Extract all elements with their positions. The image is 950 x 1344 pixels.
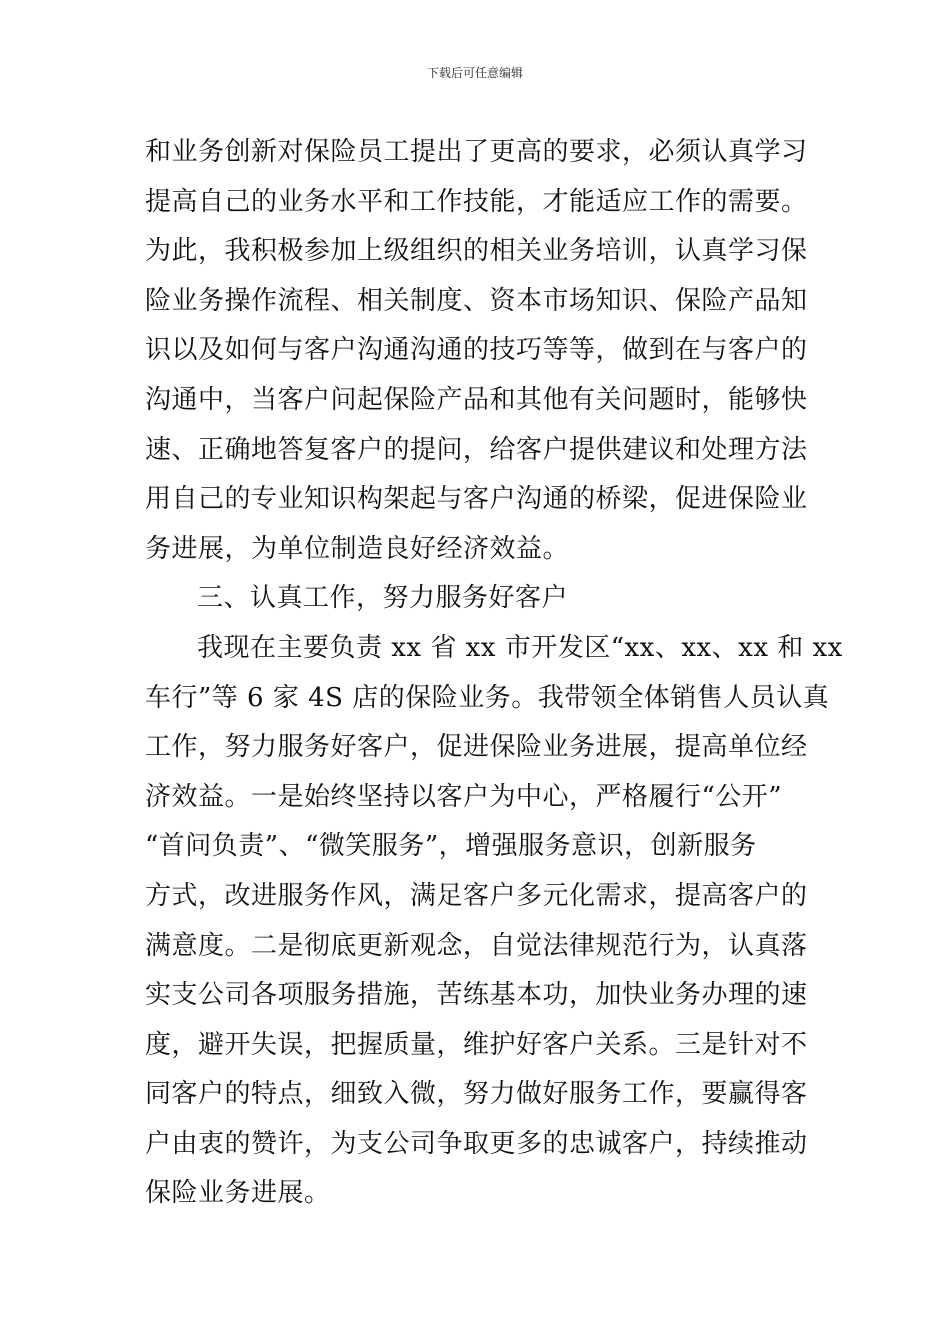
section-heading: 三、认真工作，努力服务好客户 — [197, 583, 569, 614]
body-line: 实支公司各项服务措施，苦练基本功，加快业务办理的速 — [145, 980, 808, 1011]
body-line: 和业务创新对保险员工提出了更高的要求，必须认真学习 — [145, 137, 808, 167]
body-line: “首问负责”、“微笑服务”，增强服务意识，创新服务 — [145, 831, 757, 862]
body-line: 识以及如何与客户沟通沟通的技巧等等，做到在与客户的 — [145, 335, 808, 366]
body-line: 济效益。一是始终坚持以客户为中心，严格履行“公开” — [145, 781, 783, 812]
body-line: 满意度。二是彻底更新观念，自觉法律规范行为，认真落 — [145, 930, 808, 961]
body-line: 为此，我积极参加上级组织的相关业务培训，认真学习保 — [145, 236, 808, 267]
body-line: 同客户的特点，细致入微，努力做好服务工作，要赢得客 — [145, 1079, 808, 1110]
body-line: 用自己的专业知识构架起与客户沟通的桥梁，促进保险业 — [145, 484, 808, 515]
header-note: 下载后可任意编辑 — [426, 66, 523, 80]
body-line: 沟通中，当客户问起保险产品和其他有关问题时，能够快 — [145, 384, 808, 415]
body-line: 度，避开失误，把握质量，维护好客户关系。三是针对不 — [145, 1029, 808, 1060]
body-line: 保险业务进展。 — [145, 1178, 331, 1209]
body-line: 提高自己的业务水平和工作技能，才能适应工作的需要。 — [145, 186, 808, 217]
document-body — [145, 128, 843, 1219]
body-line: 户由衷的赞许，为支公司争取更多的忠诚客户，持续推动 — [145, 1128, 808, 1159]
body-line: 速、正确地答复客户的提问，给客户提供建议和处理方法 — [145, 434, 808, 465]
body-line: 务进展，为单位制造良好经济效益。 — [145, 533, 570, 564]
body-line: 工作，努力服务好客户，促进保险业务进展，提高单位经 — [145, 732, 808, 763]
body-line: 我现在主要负责 xx 省 xx 市开发区“xx、xx、xx 和 xx — [197, 632, 843, 663]
body-line: 车行”等 6 家 4S 店的保险业务。我带领全体销售人员认真 — [145, 682, 830, 713]
body-line: 险业务操作流程、相关制度、资本市场知识、保险产品知 — [145, 285, 808, 316]
body-line: 方式，改进服务作风，满足客户多元化需求，提高客户的 — [145, 880, 808, 911]
